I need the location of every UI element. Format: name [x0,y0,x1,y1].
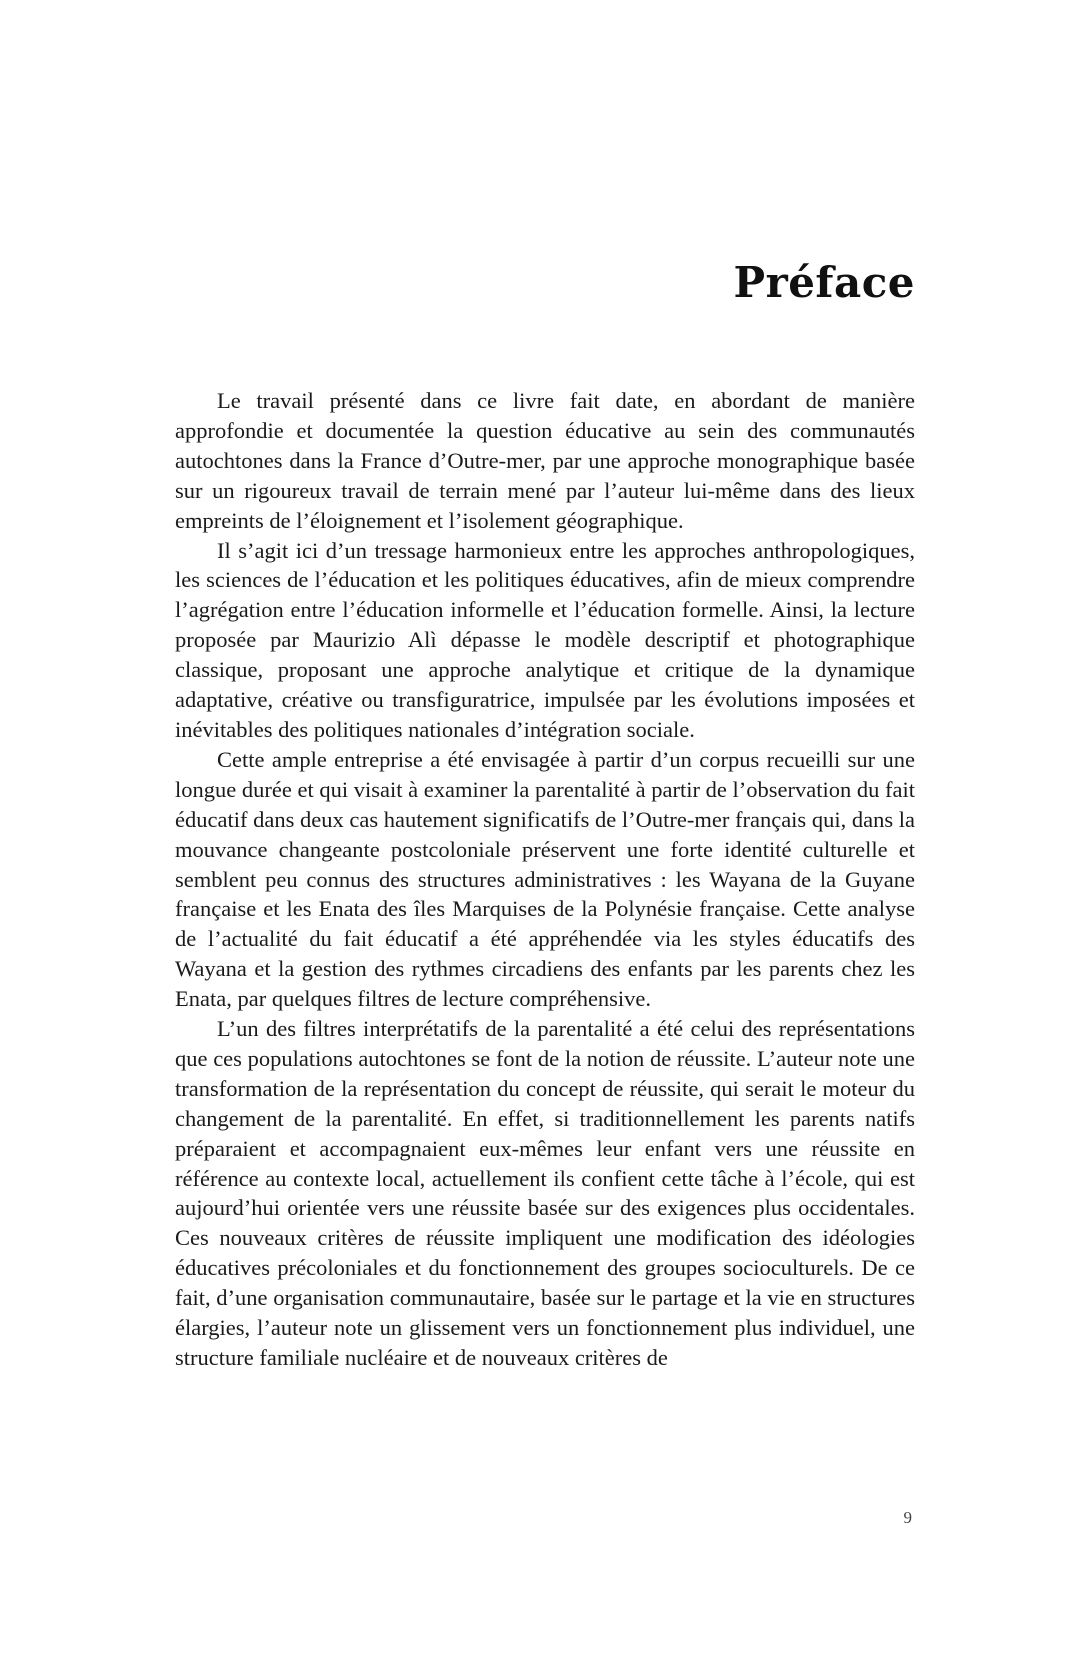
paragraph: Cette ample entreprise a été envisagée à partir d’un corpus recueilli sur une longue durée et qui visait à examiner la parentalité à partir de l’observation du fait éducatif dans deux cas hautement significatifs de l’Outre-mer français qui, dans la mouvance changeante postcoloniale préservent une forte identité culturelle et semblent peu connus des structures administratives : les Wayana de la Guyane française et les Enata des îles Marquises de la Polynésie française. Cette analyse de l’actualité du fait éducatif a été appréhendée via les styles éducatifs des Wayana et la gestion des rythmes circadiens des enfants par les parents chez les Enata, par quelques filtres de lecture compréhensive. [175,746,915,1012]
paragraph: Le travail présenté dans ce livre fait date, en abordant de manière approfondie et documentée la question éducative au sein des communautés autochtones dans la France d’Outre-mer, par une approche monographique basée sur un rigoureux travail de terrain mené par l’auteur lui-même dans des lieux empreints de l’éloignement et l’isolement géographique. [175,388,915,533]
preface-body [175,386,915,1373]
paragraph: L’un des filtres interprétatifs de la parentalité a été celui des représentations que ces populations autochtones se font de la notion de réussite. L’auteur note une transformation de la représentation du concept de réussite, qui serait le moteur du changement de la parentalité. En effet, si traditionnellement les parents natifs préparaient et accompagnaient eux-mêmes leur enfant vers une réussite en référence au contexte local, actuellement ils confient cette tâche à l’école, qui est aujourd’hui orientée vers une réussite basée sur des exigences plus occidentales. Ces nouveaux critères de réussite impliquent une modification des idéologies éducatives précoloniales et du fonctionnement des groupes socioculturels. De ce fait, d’une organisation communautaire, basée sur le partage et la vie en structures élargies, l’auteur note un glissement vers un fonctionnement plus individuel, une structure familiale nucléaire et de nouveaux critères de [175,1016,915,1370]
paragraph: Il s’agit ici d’un tressage harmonieux entre les approches anthropologiques, les sciences de l’éducation et les politiques éducatives, afin de mieux comprendre l’agrégation entre l’éducation informelle et l’éducation formelle. Ainsi, la lecture proposée par Maurizio Alì dépasse le modèle descriptif et photographique classique, proposant une approche analytique et critique de la dynamique adaptative, créative ou transfiguratrice, impulsée par les évolutions imposées et inévitables des politiques nationales d’intégration sociale. [175,537,915,742]
page-number: 9 [903,1508,912,1527]
chapter-title: Préface [733,258,915,307]
